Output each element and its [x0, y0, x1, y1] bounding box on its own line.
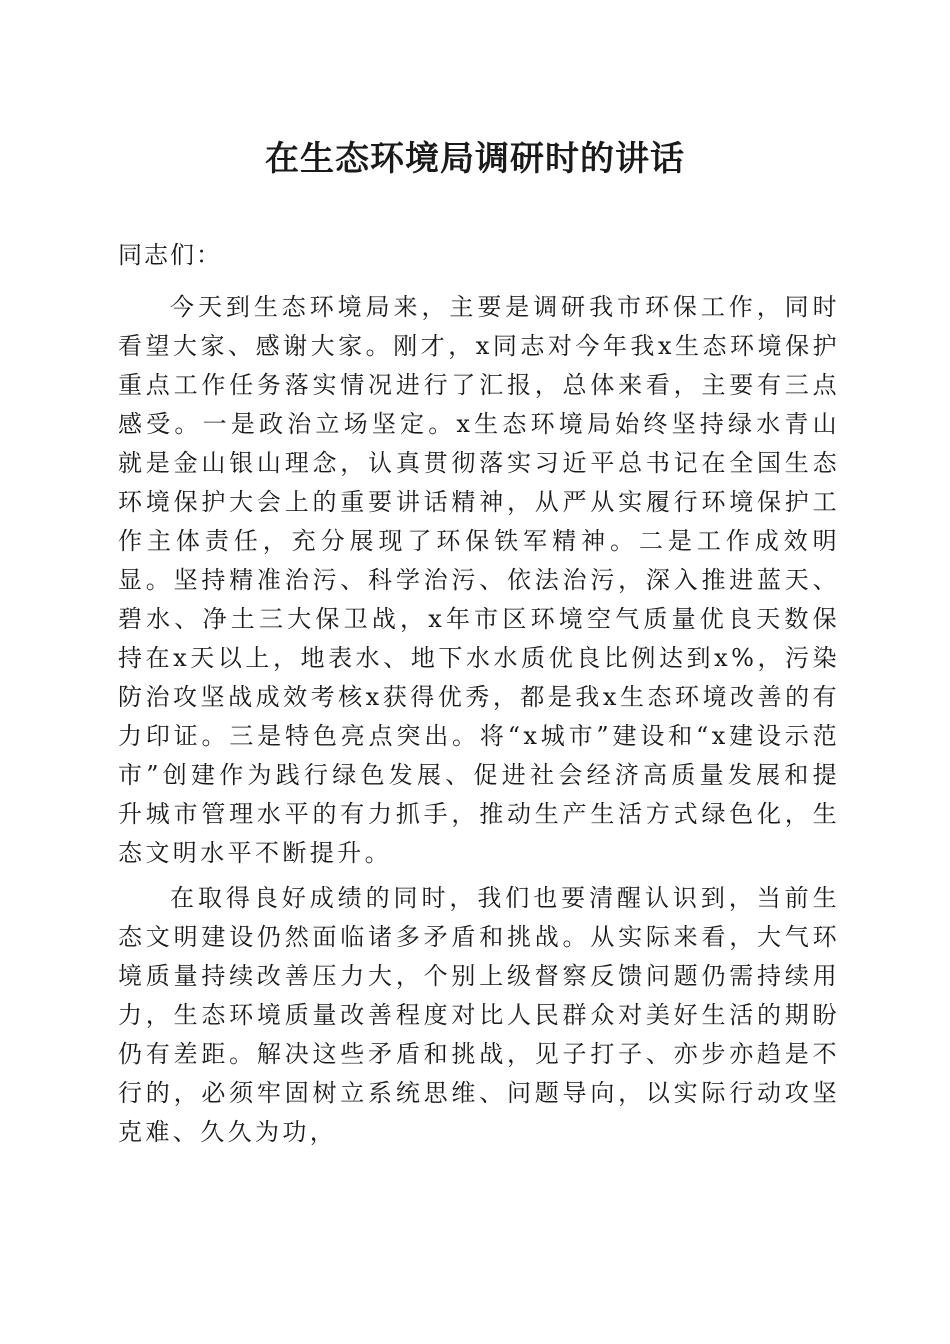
document-title: 在生态环境局调研时的讲话	[265, 139, 685, 179]
paragraph-2: 在取得良好成绩的同时，我们也要清醒认识到，当前生态文明建设仍然面临诸多矛盾和挑战。从实际来看，大气环境质量持续改善压力大，个别上级督察反馈问题仍需持续用力，生态环境质量改善程度对比人民群众对美好生活的期盼仍有差距。解决这些矛盾和挑战，见子打子、亦步亦趋是不行的，必须牢固树立系统思维、问题导向，以实际行动攻坚克难、久久为功，	[118, 884, 840, 1146]
document-body	[118, 233, 840, 1158]
paragraph-1: 今天到生态环境局来，主要是调研我市环保工作，同时看望大家、感谢大家。刚才，x同志对今年我x生态环境保护重点工作任务落实情况进行了汇报，总体来看，主要有三点感受。一是政治立场坚定。x生态环境局始终坚持绿水青山就是金山银山理念，认真贯彻落实习近平总书记在全国生态环境保护大会上的重要讲话精神，从严从实履行环境保护工作主体责任，充分展现了环保铁军精神。二是工作成效明显。坚持精准治污、科学治污、依法治污，深入推进蓝天、碧水、净土三大保卫战，x年市区环境空气质量优良天数保持在x天以上，地表水、地下水水质优良比例达到x%，污染防治攻坚战成效考核x获得优秀，都是我x生态环境改善的有力印证。三是特色亮点突出。将“x城市”建设和“x建设示范市”创建作为践行绿色发展、促进社会经济高质量发展和提升城市管理水平的有力抓手，推动生产生活方式绿色化，生态文明水平不断提升。	[118, 293, 840, 867]
salutation: 同志们：	[118, 241, 222, 269]
